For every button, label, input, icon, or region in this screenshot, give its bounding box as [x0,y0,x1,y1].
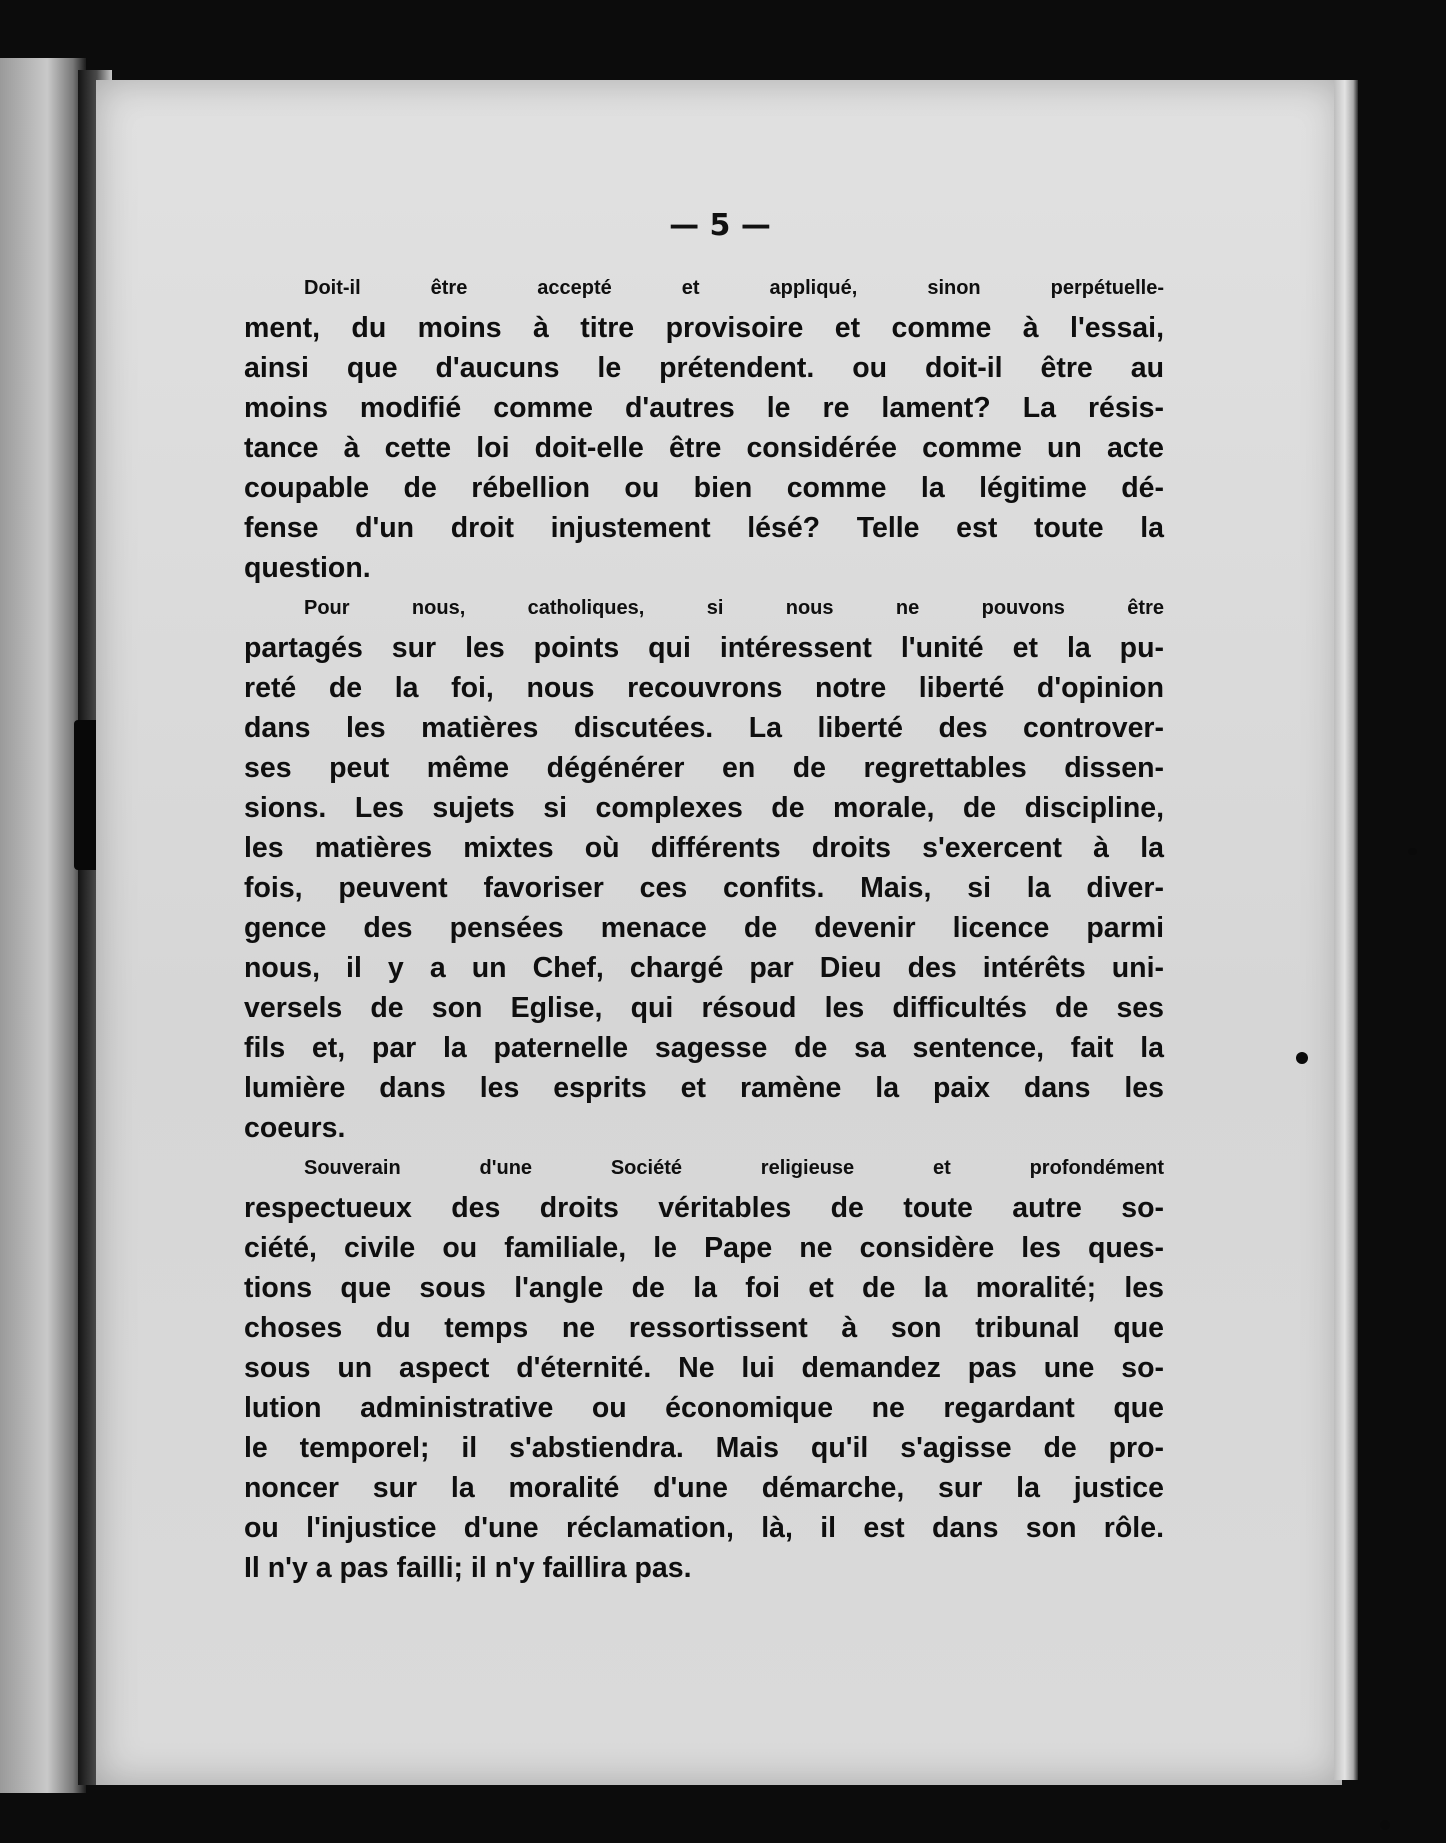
text-line: gence des pensées menace de devenir licence parmi [244,912,1164,944]
text-line: Souverain d'une Société religieuse et profondément [304,1157,1164,1179]
text-line: tions que sous l'angle de la foi et de la moralité; les [244,1272,1164,1304]
text-line: reté de la foi, nous recouvrons notre liberté d'opinion [244,672,1164,704]
paragraph [244,268,1164,588]
text-line: Il n'y a pas failli; il n'y faillira pas. [244,1552,692,1584]
text-line: lumière dans les esprits et ramène la paix dans les [244,1072,1164,1104]
text-line: Doit-il être accepté et appliqué, sinon perpétuelle- [304,277,1164,299]
scan-speck [1296,1052,1308,1064]
text-line: ment, du moins à titre provisoire et comme à l'essai, [244,312,1164,344]
text-line: respectueux des droits véritables de toute autre so- [244,1192,1164,1224]
paragraph [244,1148,1164,1588]
scan-speck [1408,848,1417,855]
scan-speck [1380,1820,1390,1830]
text-line: question. [244,552,371,584]
text-line: dans les matières discutées. La liberté des controver- [244,712,1164,744]
text-line: Pour nous, catholiques, si nous ne pouvons être [304,597,1164,619]
text-line: moins modifié comme d'autres le re lament? La résis- [244,392,1164,424]
text-line: fense d'un droit injustement lésé? Telle est toute la [244,512,1164,544]
text-line: ainsi que d'aucuns le prétendent. ou doit-il être au [244,352,1164,384]
text-line: nous, il y a un Chef, chargé par Dieu des intérêts uni- [244,952,1164,984]
text-line: ou l'injustice d'une réclamation, là, il est dans son rôle. [244,1512,1164,1544]
text-line: coeurs. [244,1112,346,1144]
text-line: ciété, civile ou familiale, le Pape ne considère les ques- [244,1232,1164,1264]
text-line: sous un aspect d'éternité. Ne lui demandez pas une so- [244,1352,1164,1384]
text-line: coupable de rébellion ou bien comme la légitime dé- [244,472,1164,504]
text-line: les matières mixtes où différents droits s'exercent à la [244,832,1164,864]
text-line: noncer sur la moralité d'une démarche, sur la justice [244,1472,1164,1504]
body-text [244,268,1164,1588]
text-line: choses du temps ne ressortissent à son tribunal que [244,1312,1164,1344]
text-line: partagés sur les points qui intéressent l'unité et la pu- [244,632,1164,664]
page-stack-edge [1334,80,1358,1780]
paragraph [244,588,1164,1148]
text-line: ses peut même dégénérer en de regrettables dissen- [244,752,1164,784]
text-line: lution administrative ou économique ne regardant que [244,1392,1164,1424]
text-line: fils et, par la paternelle sagesse de sa sentence, fait la [244,1032,1164,1064]
text-line: le temporel; il s'abstiendra. Mais qu'il s'agisse de pro- [244,1432,1164,1464]
text-line: fois, peuvent favoriser ces confits. Mais, si la diver- [244,872,1164,904]
text-line: versels de son Eglise, qui résoud les difficultés de ses [244,992,1164,1024]
page-number: — 5 — [669,208,771,243]
text-line: tance à cette loi doit-elle être considérée comme un acte [244,432,1164,464]
text-line: sions. Les sujets si complexes de morale, de discipline, [244,792,1164,824]
facing-page-edge [0,58,86,1793]
